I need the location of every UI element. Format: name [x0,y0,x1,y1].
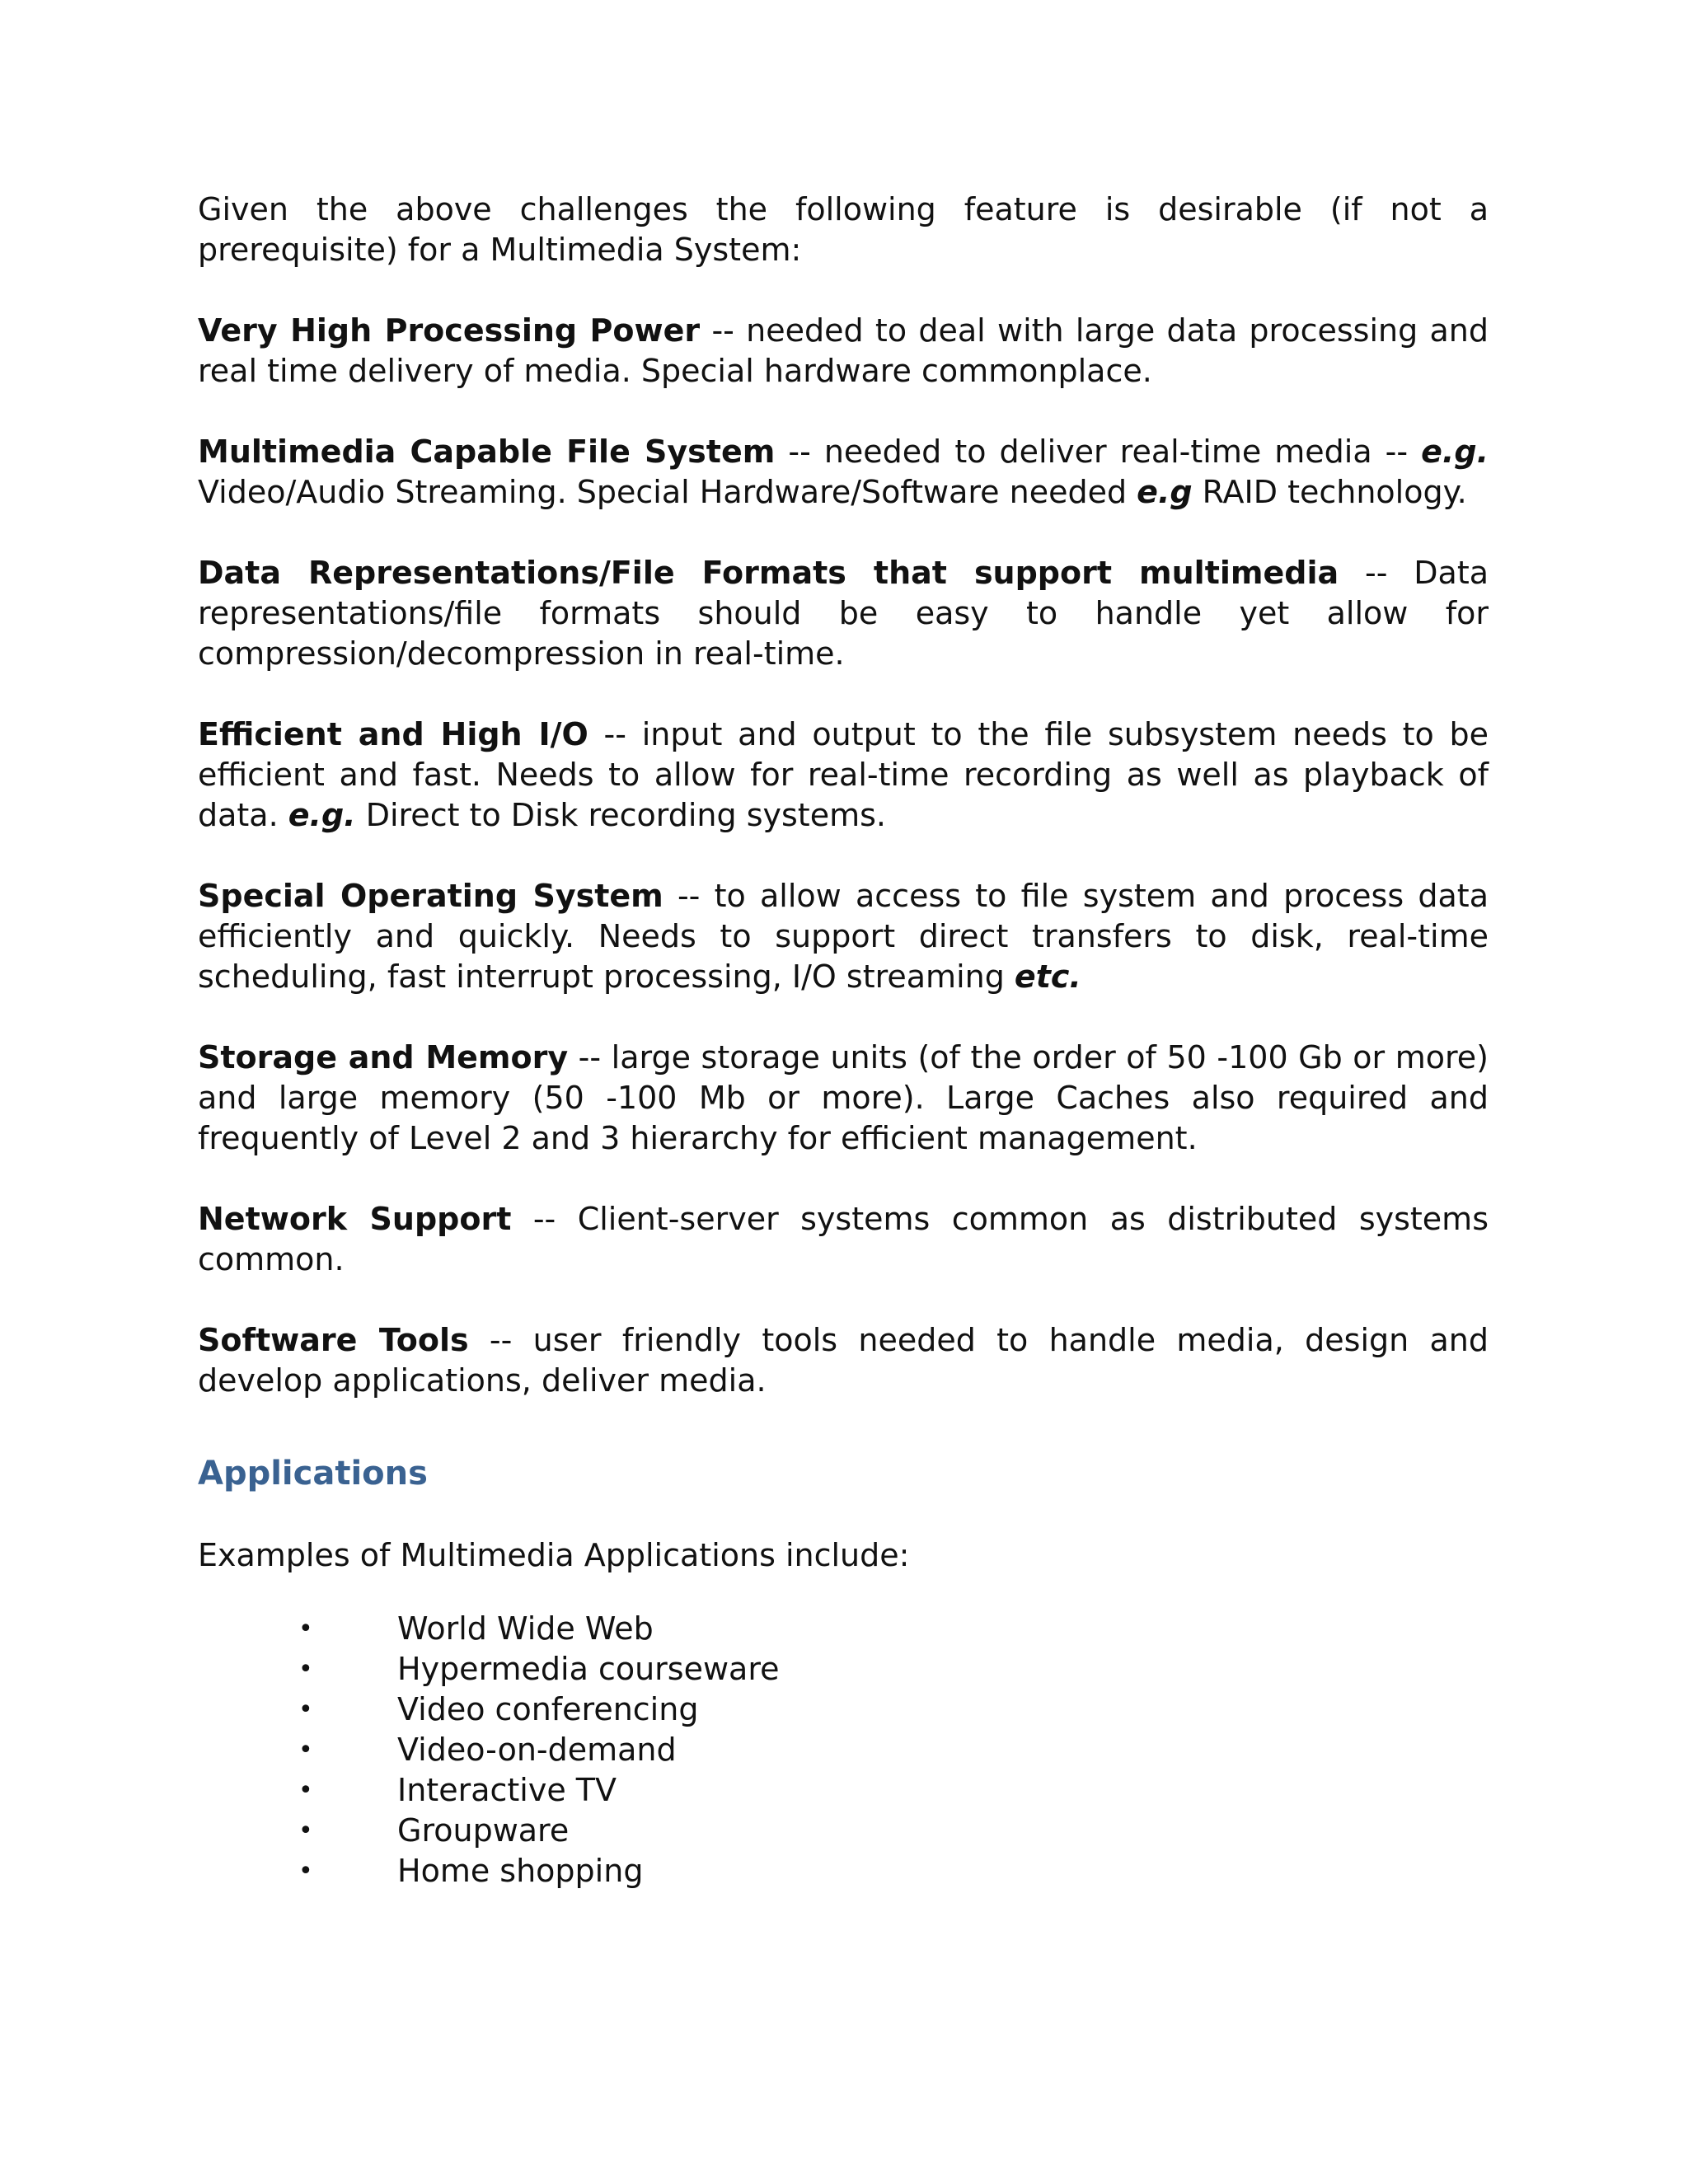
applications-intro: Examples of Multimedia Applications include: [198,1537,910,1573]
feature-description: RAID technology. [1192,474,1467,510]
feature-emphasis: e.g [1137,474,1193,510]
feature-emphasis: e.g. [1421,434,1489,470]
feature-term: Network Support [198,1201,512,1237]
feature-description: -- large storage units (of the order of 50 -100 Gb or more) and large memory (50 -100 Mb or more). Large Caches also required and frequently of Level 2 and 3 hierarchy for efficient management. [198,1039,1489,1156]
applications-list [198,1609,1489,1891]
list-item-label: World Wide Web [397,1610,654,1647]
feature-paragraph [198,1320,1489,1401]
feature-paragraph [198,432,1489,513]
list-item-label: Video conferencing [397,1691,699,1727]
feature-emphasis: e.g. [288,797,356,833]
list-item [198,1851,1489,1891]
list-item-label: Home shopping [397,1853,644,1889]
list-item [198,1770,1489,1811]
list-item-label: Hypermedia courseware [397,1651,780,1687]
applications-heading: Applications [198,1455,428,1493]
feature-paragraph [198,876,1489,997]
feature-description: -- to allow access to file system and process data efficiently and quickly. Needs to support direct transfers to disk, real-time scheduling, fast interrupt processing, I/O streaming [198,878,1489,995]
feature-term: Software Tools [198,1322,469,1358]
bullet-icon: • [298,1857,313,1886]
feature-description: -- Data representations/file formats should be easy to handle yet allow for compression/decompression in real-time. [198,555,1489,672]
list-item [198,1730,1489,1770]
feature-term: Multimedia Capable File System [198,434,776,470]
feature-paragraph [198,715,1489,836]
feature-term: Storage and Memory [198,1039,569,1076]
feature-description: -- Client-server systems common as distributed systems common. [198,1201,1489,1277]
bullet-icon: • [298,1695,313,1724]
feature-term: Very High Processing Power [198,312,701,349]
feature-description: Direct to Disk recording systems. [355,797,886,833]
document-page [198,190,1489,1891]
feature-description: -- needed to deliver real-time media -- [775,434,1422,470]
feature-paragraph [198,553,1489,674]
feature-paragraph [198,311,1489,391]
features-list [198,311,1489,1401]
feature-emphasis: etc. [1014,958,1081,995]
feature-description: -- input and output to the file subsystem needs to be efficient and fast. Needs to allow for real-time recording as well as playback of data. [198,716,1489,833]
feature-description: Video/Audio Streaming. Special Hardware/Software needed [198,474,1137,510]
list-item-label: Groupware [397,1812,570,1849]
feature-description: -- needed to deal with large data processing and real time delivery of media. Special hardware commonplace. [198,312,1489,389]
list-item [198,1811,1489,1851]
list-item-label: Interactive TV [397,1772,617,1808]
list-item [198,1609,1489,1649]
list-item [198,1649,1489,1690]
feature-term: Efficient and High I/O [198,716,588,752]
feature-term: Special Operating System [198,878,663,914]
bullet-icon: • [298,1655,313,1684]
feature-term: Data Representations/File Formats that support multimedia [198,555,1339,591]
feature-description: -- user friendly tools needed to handle media, design and develop applications, deliver media. [198,1322,1489,1399]
bullet-icon: • [298,1776,313,1805]
list-item [198,1690,1489,1730]
feature-paragraph [198,1038,1489,1159]
bullet-icon: • [298,1615,313,1643]
list-item-label: Video-on-demand [397,1732,677,1768]
feature-paragraph [198,1199,1489,1280]
bullet-icon: • [298,1816,313,1845]
bullet-icon: • [298,1736,313,1765]
intro-paragraph: Given the above challenges the following feature is desirable (if not a prerequisite) for a Multimedia System: [198,191,1489,268]
